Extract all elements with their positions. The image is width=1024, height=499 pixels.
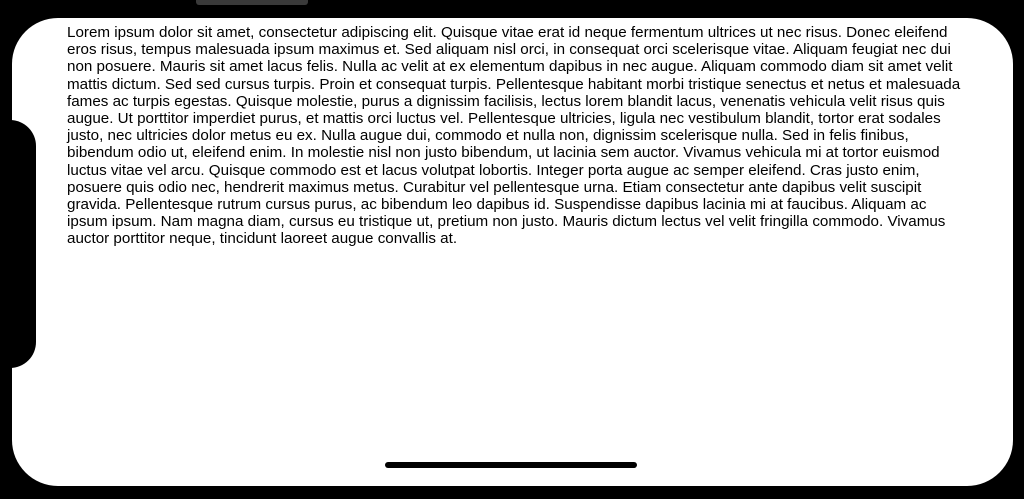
device-side-button	[196, 0, 308, 5]
notch	[0, 120, 36, 368]
body-text: Lorem ipsum dolor sit amet, consectetur adipiscing elit. Quisque vitae erat id neque fermentum ultrices ut nec risus. Donec eleifend eros risus, tempus malesuada ipsum maximus et. Sed aliquam nisl orci, in consequat orci scelerisque vitae. Aliquam feugiat nec dui non posuere. Mauris sit amet lacus felis. Nulla ac velit at ex elementum dapibus in nec augue. Aliquam commodo diam sit amet velit mattis dictum. Sed sed cursus turpis. Proin et consequat turpis. Pellentesque habitant morbi tristique senectus et netus et malesuada fames ac turpis egestas. Quisque molestie, purus a dignissim facilisis, lectus lorem blandit lacus, venenatis vehicula velit risus quis augue. Ut porttitor imperdiet purus, et mattis orci luctus vel. Pellentesque ultricies, ligula nec vestibulum blandit, tortor erat sodales justo, nec ultricies dolor metus eu ex. Nulla augue dui, commodo et nulla non, dignissim scelerisque nulla. Sed in felis finibus, bibendum odio ut, eleifend enim. In molestie nisl non justo bibendum, ut lacinia sem auctor. Vivamus vehicula mi at tortor euismod luctus vitae vel arcu. Quisque commodo est et lacus volutpat lobortis. Integer porta augue ac semper eleifend. Cras justo enim, posuere quis odio nec, hendrerit maximus metus. Curabitur vel pellentesque urna. Etiam consectetur ante dapibus velit suscipit gravida. Pellentesque rutrum cursus purus, ac bibendum leo dapibus id. Suspendisse dapibus lacinia mi at faucibus. Aliquam ac ipsum ipsum. Nam magna diam, cursus eu tristique ut, pretium non justo. Mauris dictum lectus vel velit fringilla commodo. Vivamus auctor porttitor neque, tincidunt laoreet augue convallis at.	[67, 24, 961, 248]
screen	[12, 18, 1013, 486]
home-indicator[interactable]	[385, 462, 637, 468]
